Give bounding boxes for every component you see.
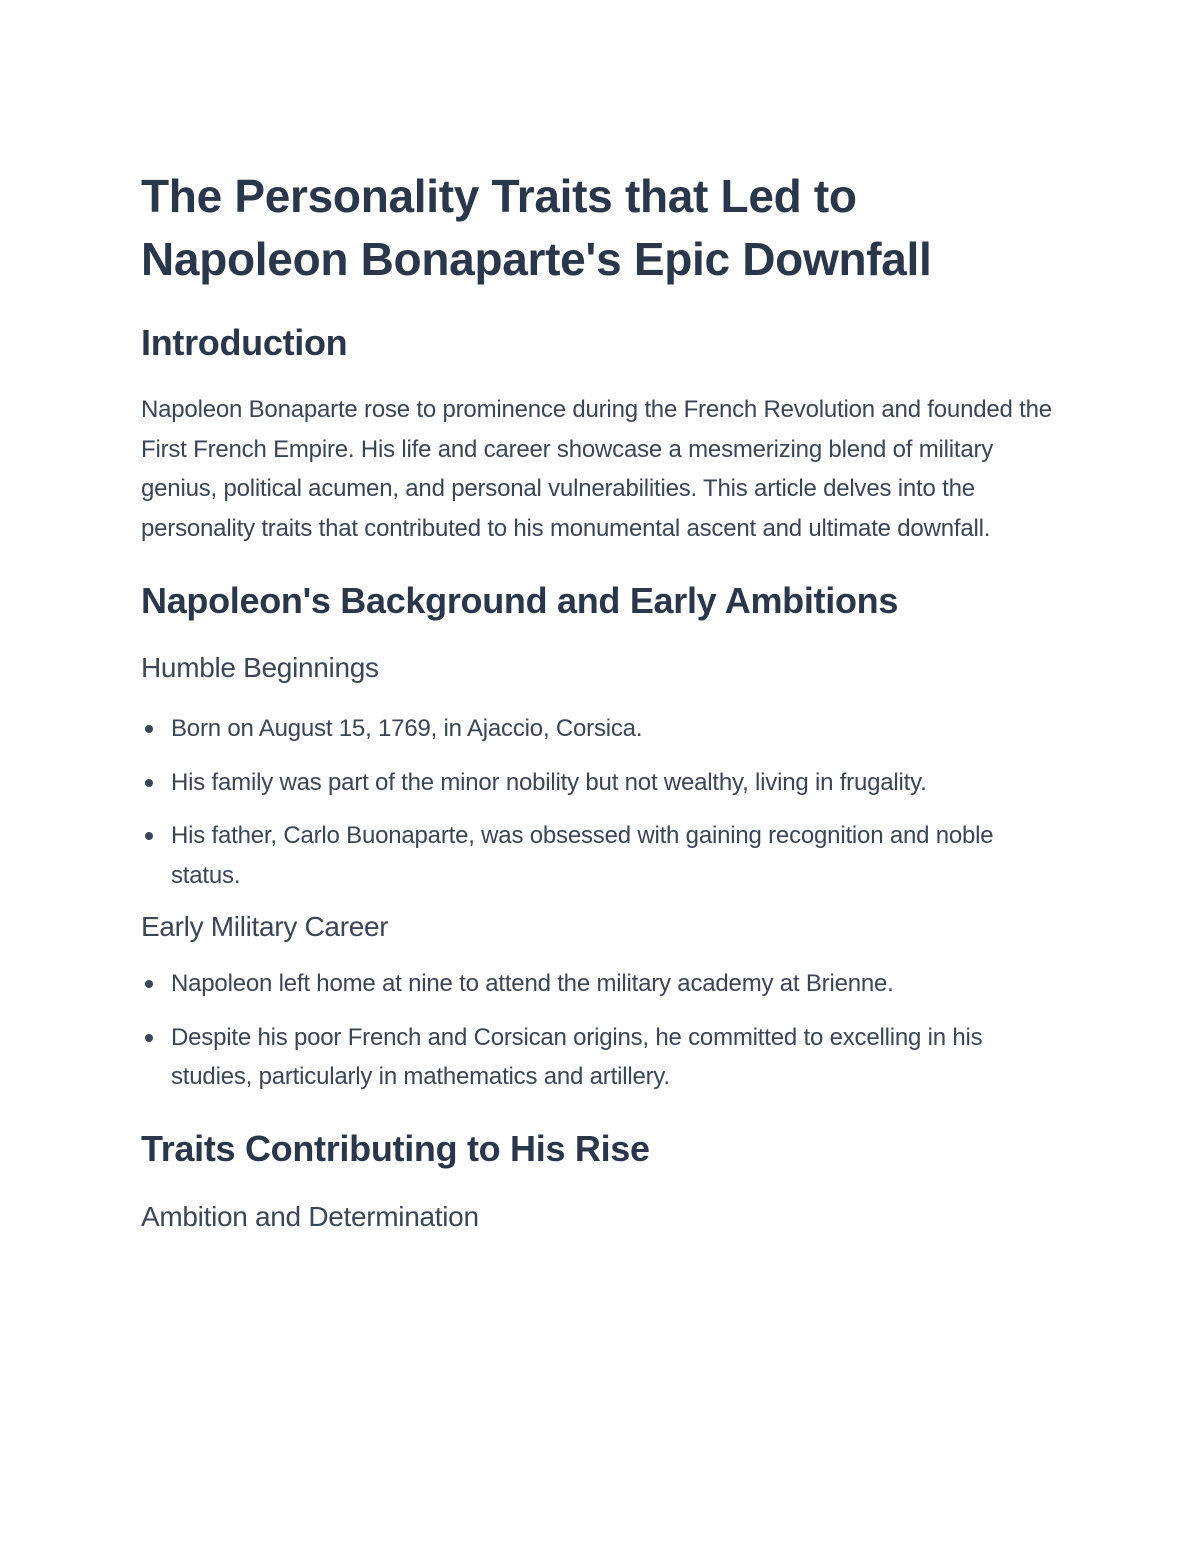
list-item-text: Napoleon left home at nine to attend the military academy at Brienne.: [171, 970, 894, 997]
list-item: [141, 763, 1061, 803]
ambition-heading: Ambition and Determination: [141, 1200, 479, 1232]
list-item: [141, 816, 1061, 895]
bullet-icon: [145, 980, 153, 988]
list-item-text: His father, Carlo Buonaparte, was obsessed with gaining recognition and noble status.: [171, 822, 994, 889]
introduction-paragraph: Napoleon Bonaparte rose to prominence during the French Revolution and founded the First French Empire. His life and career showcase a mesmerizing blend of military genius, political acumen, and personal vulnerabilities. This article delves into the personality traits that contributed to his monumental ascent and ultimate downfall.: [141, 396, 1052, 542]
early-military-career-heading: Early Military Career: [141, 911, 389, 942]
list-item: [141, 1018, 1061, 1097]
humble-beginnings-list: [141, 709, 1061, 895]
list-item-text: Despite his poor French and Corsican origins, he committed to excelling in his studies, particularly in mathematics and artillery.: [171, 1023, 983, 1090]
introduction-heading: Introduction: [141, 322, 348, 363]
list-item-text: Born on August 15, 1769, in Ajaccio, Corsica.: [171, 715, 643, 742]
list-item: [141, 709, 1061, 749]
list-item: [141, 964, 1061, 1004]
bullet-icon: [145, 832, 153, 840]
bullet-icon: [145, 1034, 153, 1042]
list-item-text: His family was part of the minor nobility but not wealthy, living in frugality.: [171, 768, 927, 796]
early-military-career-list: [141, 964, 1061, 1097]
bullet-icon: [145, 725, 153, 733]
page-title: The Personality Traits that Led to Napoleon Bonaparte's Epic Downfall: [141, 170, 932, 285]
background-heading: Napoleon's Background and Early Ambitions: [141, 580, 899, 621]
bullet-icon: [145, 779, 153, 787]
humble-beginnings-heading: Humble Beginnings: [141, 652, 379, 683]
traits-heading: Traits Contributing to His Rise: [141, 1127, 650, 1169]
document-page: [141, 160, 1061, 1235]
